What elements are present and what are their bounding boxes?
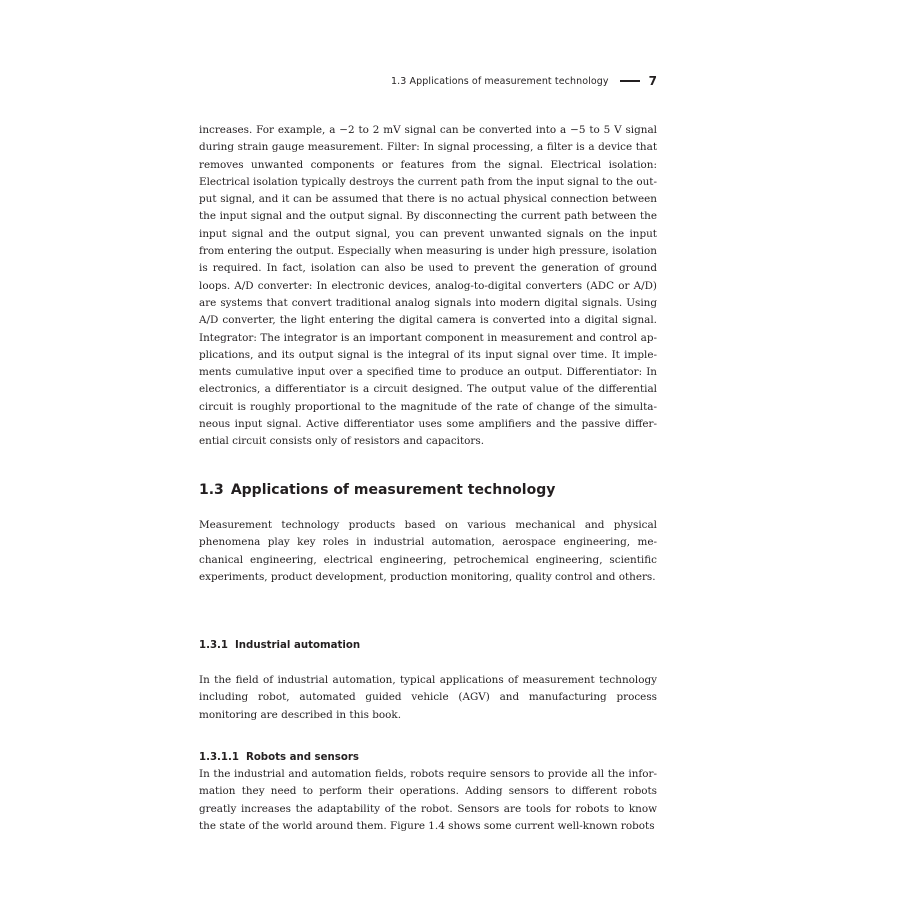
running-head-rule <box>620 80 640 82</box>
paragraph-robots-and-sensors: In the industrial and automation fields, robots require sensors to provide all the information they need to perform their operations. Adding sensors to different robots greatly increases the adaptability of the robot. Sensors are tools for robots to know the state of the world around them. Figure 1.4 shows some current well-known robots <box>199 768 657 832</box>
section-heading <box>199 480 657 500</box>
subsubsection-number: 1.3.1.1 <box>199 752 239 763</box>
section-title: Applications of measurement technology <box>230 482 556 498</box>
running-head <box>198 72 657 90</box>
subsection-number: 1.3.1 <box>199 640 229 651</box>
section-number: 1.3 <box>199 482 224 498</box>
subsection-heading <box>199 638 657 654</box>
paragraph-applications-intro: Measurement technology products based on various mechanical and physical phenomena play key roles in industrial automation, aerospace engineering, mechanical engineering, electrical engineering, petrochemical engineering, scientific experiments, product development, production monitoring, quality control and others. <box>199 519 657 583</box>
running-head-title: 1.3 Applications of measurement technology <box>391 75 609 87</box>
paragraph-signal-conditioning: increases. For example, a −2 to 2 mV signal can be converted into a −5 to 5 V signal during strain gauge measurement. Filter: In signal processing, a filter is a device that removes unwanted components or features from the signal. Electrical isolation: Electrical isolation typically destroys the current path from the input signal to the output signal, and it can be assumed that there is no actual physical connection between the input signal and the output signal. By disconnecting the current path between the input signal and the output signal, you can prevent unwanted signals on the input from entering the output. Especially when measuring is under high pressure, isolation is required. In fact, isolation can also be used to prevent the generation of ground loops. A/D converter: In electronic devices, analog-to-digital converters (ADC or A/D) are systems that convert traditional analog signals into modern digital signals. Using A/D converter, the light entering the digital camera is converted into a digital signal. Integrator: The integrator is an important component in measurement and control applications, and its output signal is the integral of its input signal over time. It implements cumulative input over a specified time to produce an output. Differentiator: In electronics, a differentiator is a circuit designed. The output value of the differential circuit is roughly proportional to the magnitude of the rate of change of the simultaneous input signal. Active differentiator uses some amplifiers and the passive differential circuit consists only of resistors and capacitors. <box>199 124 657 448</box>
subsubsection-heading <box>199 750 657 766</box>
subsection-title: Industrial automation <box>235 640 361 651</box>
paragraph-industrial-automation: In the field of industrial automation, typical applications of measurement technology including robot, automated guided vehicle (AGV) and manufacturing process monitoring are described in this book. <box>199 674 657 721</box>
subsubsection-title: Robots and sensors <box>245 752 359 763</box>
page-number: 7 <box>648 74 657 88</box>
